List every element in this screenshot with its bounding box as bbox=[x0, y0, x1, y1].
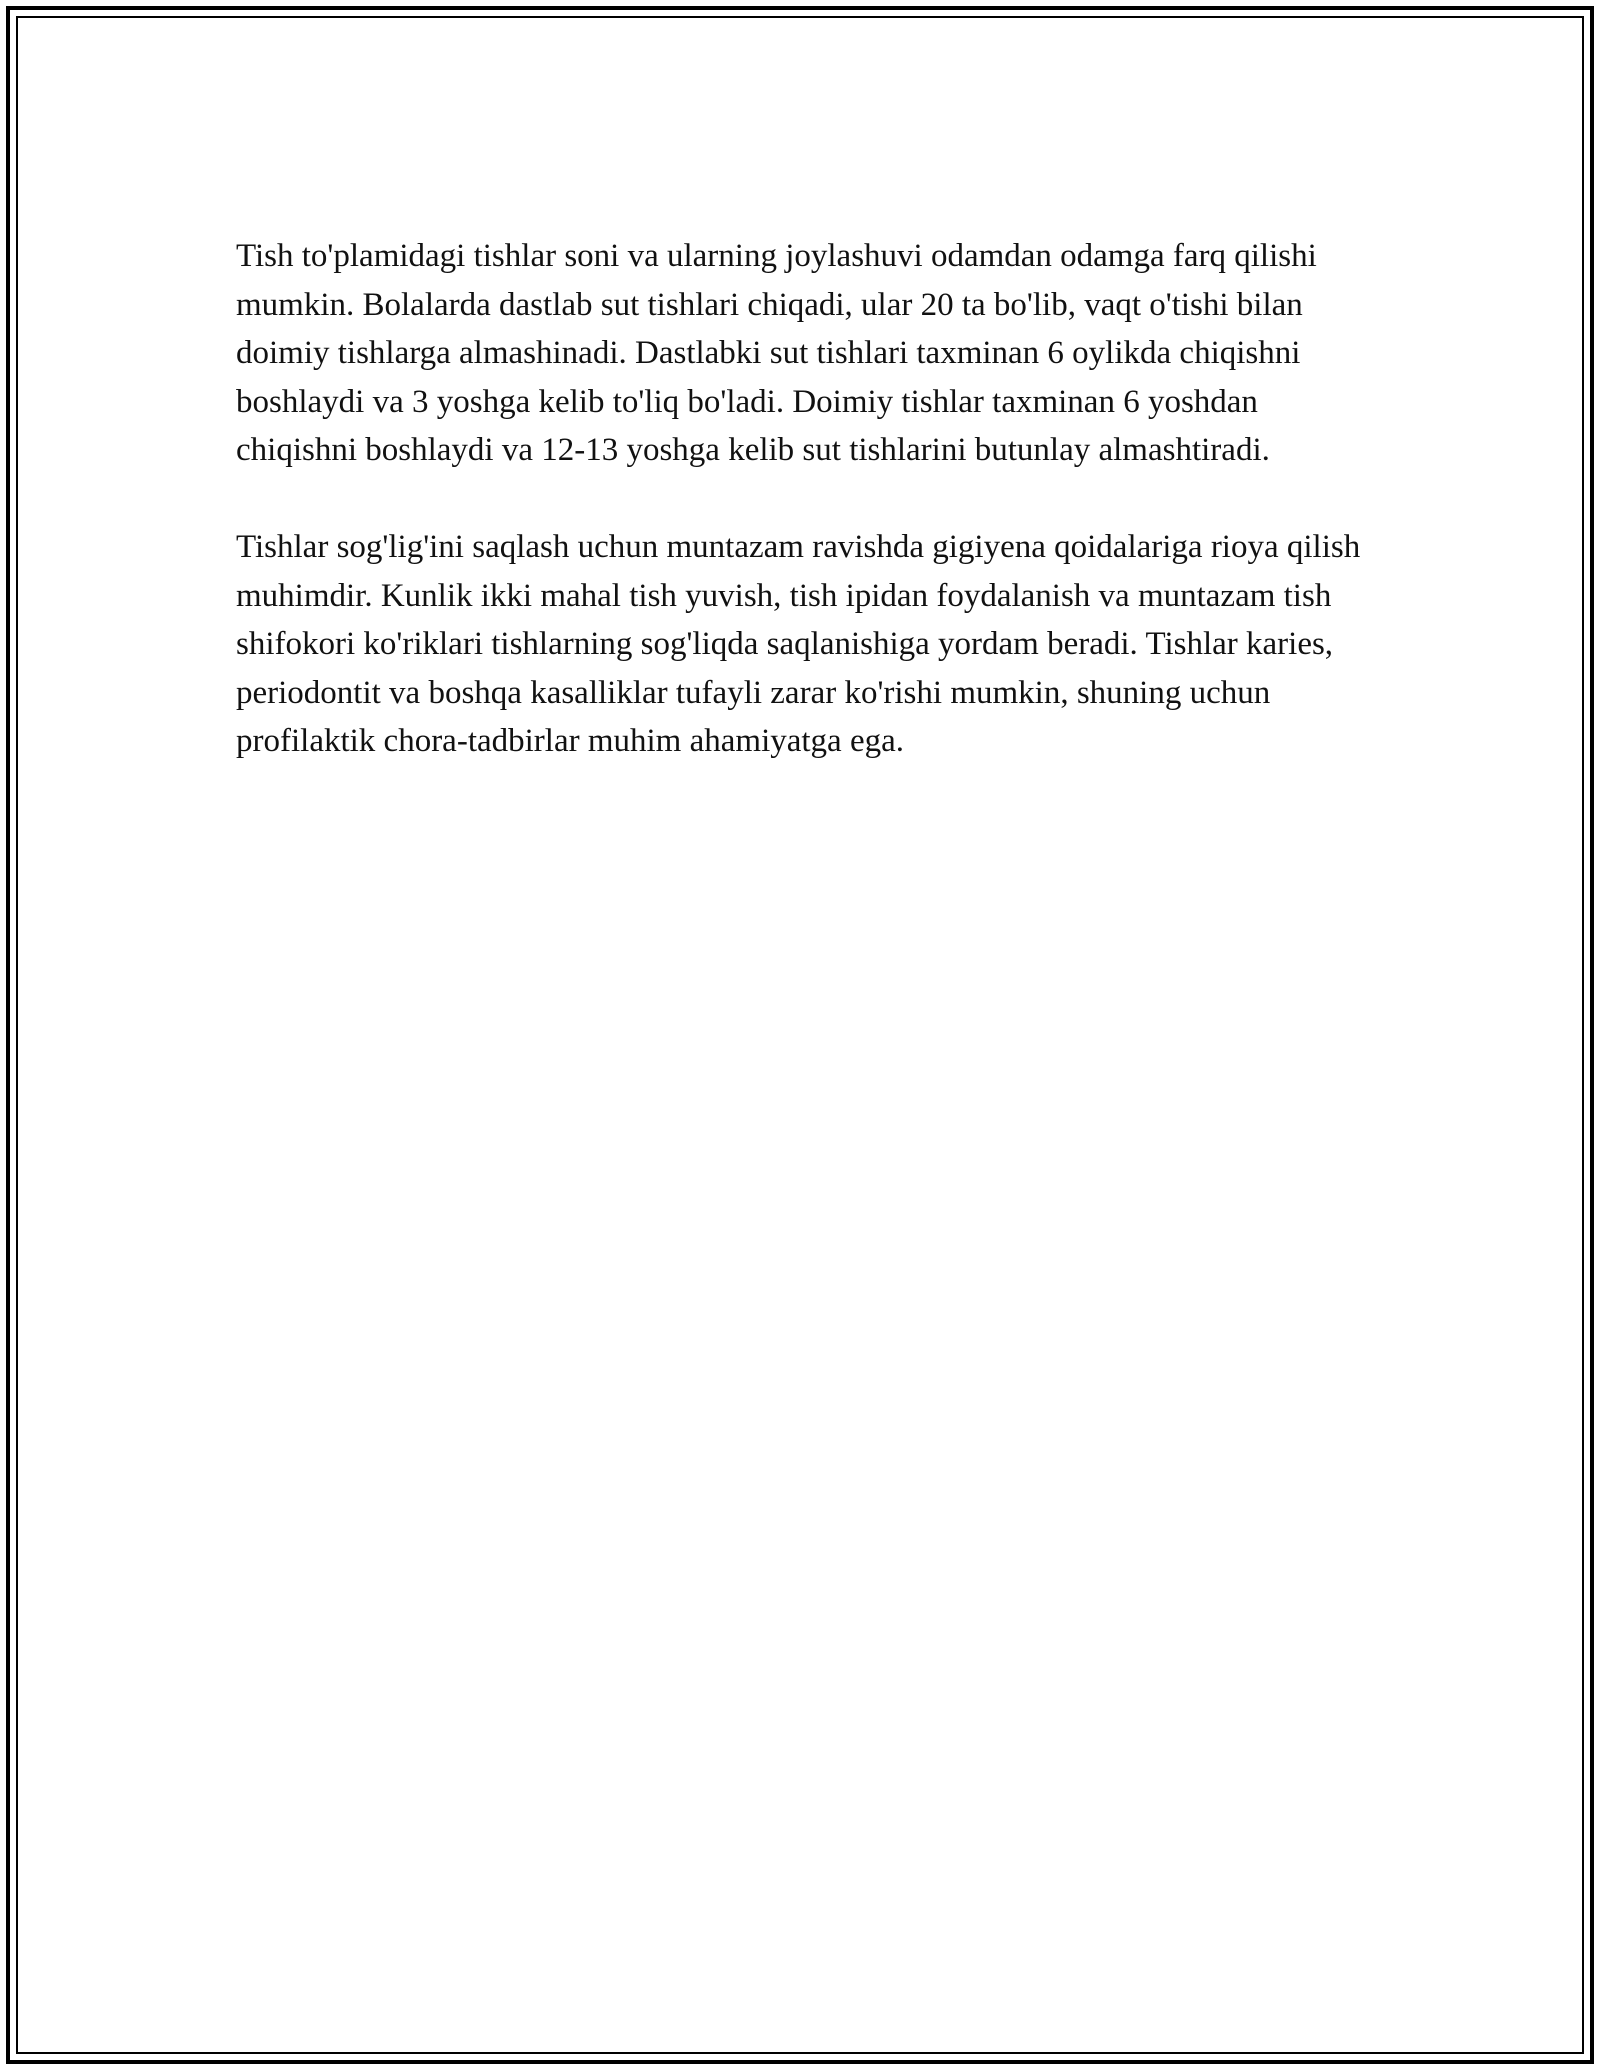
paragraph: Tish to'plamidagi tishlar soni va ularning joylashuvi odamdan odamga farq qilishi mumkin. Bolalarda dastlab sut tishlari chiqadi, ular 20 ta bo'lib, vaqt o'tishi bilan doimiy tishlarga almashinadi. Dastlabki sut tishlari taxminan 6 oylikda chiqishni boshlaydi va 3 yoshga kelib to'liq bo'ladi. Doimiy tishlar taxminan 6 yoshdan chiqishni boshlaydi va 12-13 yoshga kelib sut tishlarini butunlay almashtiradi. bbox=[236, 238, 1317, 468]
document-body bbox=[236, 232, 1366, 814]
paragraph: Tishlar sog'lig'ini saqlash uchun muntazam ravishda gigiyena qoidalariga rioya qilish muhimdir. Kunlik ikki mahal tish yuvish, tish ipidan foydalanish va muntazam tish shifokori ko'riklari tishlarning sog'liqda saqlanishiga yordam beradi. Tishlar karies, periodontit va boshqa kasalliklar tufayli zarar ko'rishi mumkin, shuning uchun profilaktik chora-tadbirlar muhim ahamiyatga ega. bbox=[236, 529, 1361, 759]
